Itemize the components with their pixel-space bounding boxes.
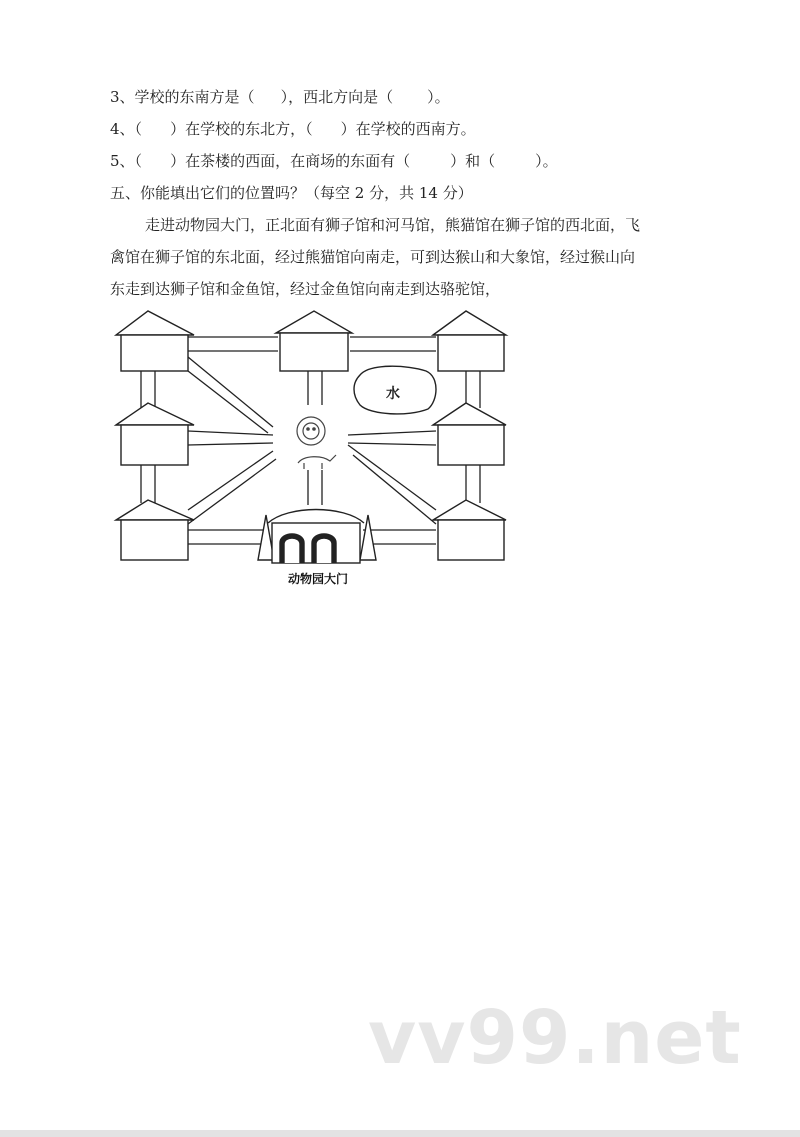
- question-text: ）。: [535, 152, 558, 170]
- page-bottom-edge: [0, 1130, 800, 1137]
- question-text: ）和（: [450, 152, 496, 170]
- question-text: 学校的东南方是（: [134, 88, 255, 106]
- paragraph-line: 走进动物园大门，正北面有狮子馆和河马馆，熊猫馆在狮子馆的西北面，飞: [145, 216, 641, 234]
- question-text: （: [134, 120, 143, 138]
- question-number: 3、: [110, 88, 135, 106]
- question-text: ），西北方向是（: [280, 88, 394, 106]
- paragraph-line: 东走到达狮子馆和金鱼馆，经过金鱼馆向南走到达骆驼馆，: [110, 280, 501, 298]
- question-text: ）在茶楼的西面，在商场的东面有（: [170, 152, 411, 170]
- question-number: 5、: [110, 152, 135, 170]
- watermark: vv99.net: [368, 995, 742, 1081]
- section-heading: 五、你能填出它们的位置吗？（每空 2 分，共 14 分）: [110, 184, 473, 202]
- question-text: ）在学校的西南方。: [340, 120, 476, 138]
- question-text: ）在学校的东北方，（: [170, 120, 313, 138]
- gate-label: 动物园大门: [287, 572, 349, 586]
- zoo-map: [108, 305, 528, 590]
- paragraph-line: 禽馆在狮子馆的东北面，经过熊猫馆向南走，可到达猴山和大象馆，经过猴山向: [110, 248, 636, 266]
- zoo-gate-icon: [258, 510, 376, 564]
- question-5: [110, 150, 558, 172]
- question-number: 4、: [110, 120, 135, 138]
- question-4: [110, 118, 476, 140]
- lion-icon: [297, 417, 336, 469]
- question-text: ）。: [427, 88, 450, 106]
- question-text: （: [134, 152, 143, 170]
- question-3: [110, 86, 450, 108]
- water-label: 水: [386, 386, 400, 402]
